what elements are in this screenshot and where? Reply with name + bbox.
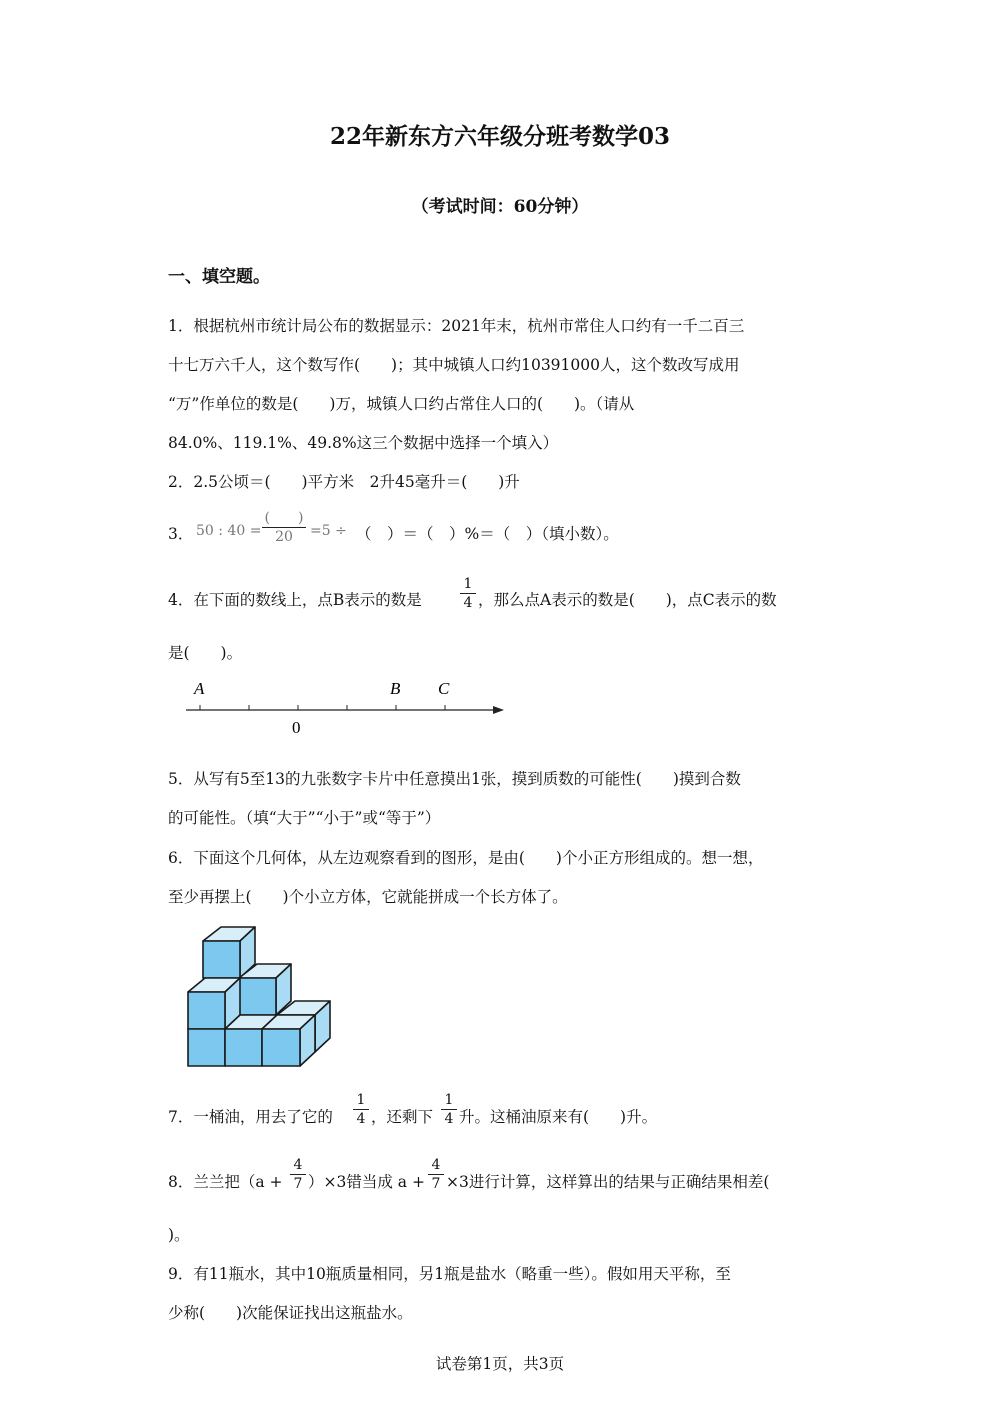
q3-rest: （ ）＝（ ）%＝（ ）（填小数）。 — [356, 525, 619, 543]
q8-line-2: )。 — [168, 1226, 190, 1244]
label-b: B — [390, 679, 401, 698]
exam-time-note: （考试时间：60分钟） — [411, 197, 589, 217]
q8-fraction-1-denominator: 7 — [293, 1176, 303, 1192]
q1-line-1: 1．根据杭州市统计局公布的数据显示：2021年末，杭州市常住人口约有一千二百三 — [168, 317, 745, 335]
q4-line-1b: ，那么点A表示的数是( )，点C表示的数 — [478, 591, 777, 609]
q4-fraction — [460, 575, 476, 612]
number-line-arrow — [493, 706, 504, 714]
q7-fraction-1-denominator: 4 — [356, 1111, 366, 1127]
q4-line-2: 是( )。 — [168, 644, 243, 662]
cube-front-bottom-middle — [225, 1029, 262, 1066]
label-c: C — [438, 679, 450, 698]
q5-line-1: 5．从写有5至13的九张数字卡片中任意摸出1张，摸到质数的可能性( )摸到合数 — [168, 770, 741, 788]
q7-fraction-1-numerator: 1 — [356, 1092, 366, 1108]
q7-fraction-2 — [441, 1091, 457, 1128]
page-footer: 试卷第1页，共3页 — [435, 1355, 565, 1373]
number-line — [180, 672, 520, 742]
q8-fraction-2-numerator: 4 — [431, 1157, 441, 1173]
q8-text-c: ×3进行计算，这样算出的结果与正确结果相差( — [446, 1173, 770, 1191]
q8-text-b: ）×3错当成 a + — [308, 1173, 425, 1191]
q8-fraction-1 — [290, 1156, 306, 1193]
q9-line-2: 少称( )次能保证找出这瓶盐水。 — [168, 1304, 413, 1322]
q4-fraction-numerator: 1 — [463, 576, 473, 592]
q7-fraction-1 — [353, 1091, 369, 1128]
q7-text-c: 升。这桶油原来有( )升。 — [459, 1108, 658, 1126]
q3-fraction-denominator: 20 — [275, 529, 293, 545]
q8-fraction-2-denominator: 7 — [431, 1176, 441, 1192]
label-a: A — [194, 679, 205, 698]
q7-text-a: 7．一桶油，用去了它的 — [168, 1108, 333, 1126]
q9-line-1: 9．有11瓶水，其中10瓶质量相同，另1瓶是盐水（略重一些）。假如用天平称，至 — [168, 1265, 731, 1283]
q8-text-a: 8．兰兰把（a + — [168, 1173, 283, 1191]
q3-fraction-numerator: ( ) — [264, 510, 304, 526]
q7-fraction-2-denominator: 4 — [444, 1111, 454, 1127]
q8-fraction-2 — [428, 1156, 444, 1193]
cube-back-mid — [239, 964, 291, 1015]
q4-line-1a: 4．在下面的数线上，点B表示的数是 — [168, 591, 422, 609]
cube-front-bottom-left — [188, 1029, 225, 1066]
cube-back-top — [203, 927, 255, 978]
q6-line-2: 至少再摆上( )个小立方体，它就能拼成一个长方体了。 — [168, 888, 568, 906]
section-heading: 一、填空题。 — [168, 267, 270, 287]
page-title: 22年新东方六年级分班考数学03 — [329, 123, 670, 150]
label-zero: 0 — [292, 718, 301, 737]
q3-ratio: 50 : 40 = — [196, 523, 262, 539]
cube-figure — [180, 920, 340, 1075]
q2-line: 2．2.5公顷＝( )平方米 2升45毫升＝( )升 — [168, 473, 520, 491]
q3-fraction — [262, 509, 306, 546]
q5-line-2: 的可能性。（填“大于”“小于”或“等于”） — [168, 809, 441, 827]
q6-line-1: 6．下面这个几何体，从左边观察看到的图形，是由( )个小正方形组成的。想一想， — [168, 849, 764, 867]
q3-number: 3． — [168, 525, 194, 543]
q1-line-4: 84.0%、119.1%、49.8%这三个数据中选择一个填入） — [168, 434, 559, 452]
cube-front-bottom-right — [262, 1029, 300, 1066]
q4-fraction-denominator: 4 — [463, 595, 473, 611]
q7-text-b: ，还剩下 — [371, 1108, 434, 1126]
q3-division: =5 ÷ — [310, 523, 347, 539]
q8-fraction-1-numerator: 4 — [293, 1157, 303, 1173]
q1-line-2: 十七万六千人，这个数写作( )；其中城镇人口约10391000人，这个数改写成用 — [168, 356, 740, 374]
q7-fraction-2-numerator: 1 — [444, 1092, 454, 1108]
q1-line-3: “万”作单位的数是( )万，城镇人口约占常住人口的( )。（请从 — [168, 395, 635, 413]
